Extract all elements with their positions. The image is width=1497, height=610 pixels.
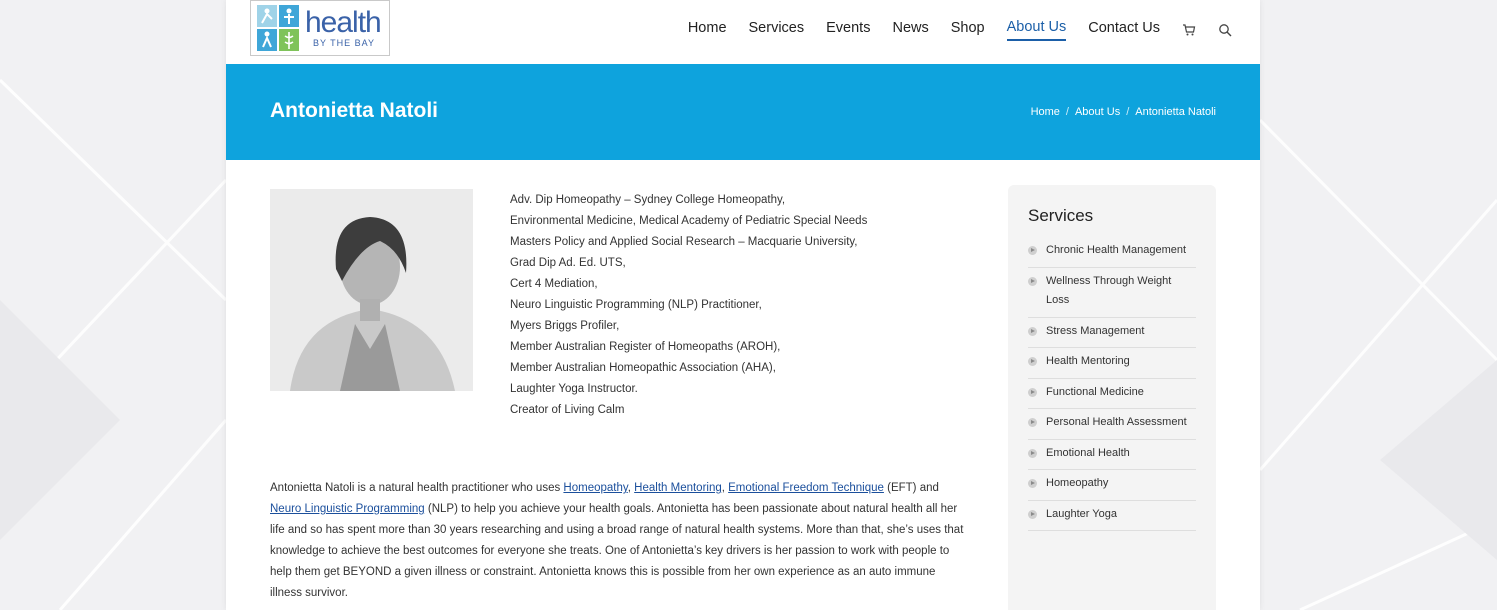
logo-wordmark: health bbox=[305, 6, 381, 39]
bio-text: , bbox=[627, 482, 635, 494]
qualification-item: Cert 4 Mediation, bbox=[510, 278, 598, 290]
chevron-right-icon bbox=[1028, 418, 1037, 427]
sidebar-item-label: Stress Management bbox=[1046, 324, 1145, 337]
sidebar-item-personal-assessment[interactable] bbox=[1028, 409, 1196, 440]
sidebar-item-chronic-health[interactable] bbox=[1028, 237, 1196, 268]
qualification-item: Grad Dip Ad. Ed. UTS, bbox=[510, 257, 626, 269]
sidebar-item-homeopathy[interactable] bbox=[1028, 470, 1196, 501]
nav-news[interactable]: News bbox=[892, 20, 929, 36]
profile-photo bbox=[270, 189, 473, 391]
link-nlp[interactable]: Neuro Linguistic Programming bbox=[270, 503, 425, 515]
breadcrumb bbox=[1031, 106, 1216, 118]
services-list bbox=[1028, 237, 1196, 531]
qualification-item: Member Australian Register of Homeopaths (AROH), bbox=[510, 341, 781, 353]
breadcrumb-about-us[interactable]: About Us bbox=[1074, 106, 1121, 118]
page-title-bar bbox=[226, 64, 1260, 160]
link-eft[interactable]: Emotional Freedom Technique bbox=[728, 482, 884, 494]
nav-shop[interactable]: Shop bbox=[950, 20, 985, 36]
search-icon[interactable] bbox=[1218, 23, 1232, 37]
nav-home[interactable]: Home bbox=[687, 20, 727, 36]
qualification-item: Member Australian Homeopathic Association (AHA), bbox=[510, 362, 776, 374]
qualification-item: Laughter Yoga Instructor. bbox=[510, 383, 638, 395]
logo-figures-icon bbox=[255, 3, 301, 53]
page-title: Antonietta Natoli bbox=[270, 99, 438, 122]
nav-services[interactable]: Services bbox=[748, 20, 805, 36]
qualification-item: Adv. Dip Homeopathy – Sydney College Homeopathy, bbox=[510, 194, 786, 206]
chevron-right-icon bbox=[1028, 449, 1037, 458]
sidebar-item-label: Laughter Yoga bbox=[1046, 507, 1117, 520]
sidebar-item-label: Personal Health Assessment bbox=[1046, 416, 1187, 428]
bio-text: (NLP) to help you achieve your health goals. Antonietta has been passionate about natural health all her life and so has spent more than 30 years researching and using a broad range of natural health systems. More than that, she’s uses that knowledge to achieve the best outcomes for everyone she treats. One of Antonietta’s key drivers is her passion to work with people to help them get BEYOND a given illness or constraint. Antonietta knows this is possible from her own experience as an auto immune illness survivor. bbox=[270, 503, 964, 599]
link-homeopathy[interactable]: Homeopathy bbox=[563, 482, 628, 494]
bio-text: , bbox=[721, 482, 729, 494]
sidebar-item-label: Health Mentoring bbox=[1046, 355, 1130, 367]
qualifications-list bbox=[510, 190, 867, 421]
chevron-right-icon bbox=[1028, 357, 1037, 366]
link-health-mentoring[interactable]: Health Mentoring bbox=[634, 482, 722, 494]
cart-icon[interactable] bbox=[1182, 23, 1196, 37]
breadcrumb-home[interactable]: Home bbox=[1030, 106, 1060, 118]
nav-events[interactable]: Events bbox=[826, 20, 871, 36]
sidebar-item-laughter-yoga[interactable] bbox=[1028, 501, 1196, 532]
qualification-item: Neuro Linguistic Programming (NLP) Practitioner, bbox=[510, 299, 762, 311]
nav-contact-us[interactable]: Contact Us bbox=[1088, 20, 1160, 36]
sidebar-item-weight-loss[interactable] bbox=[1028, 268, 1196, 318]
site-logo[interactable] bbox=[250, 0, 390, 56]
qualification-item: Myers Briggs Profiler, bbox=[510, 320, 620, 332]
chevron-right-icon bbox=[1028, 510, 1037, 519]
site-header bbox=[226, 0, 1260, 64]
sidebar-item-functional-medicine[interactable] bbox=[1028, 379, 1196, 410]
logo-tagline: BY THE BAY bbox=[313, 38, 376, 48]
sidebar-item-label: Homeopathy bbox=[1046, 477, 1109, 489]
services-sidebar bbox=[1008, 185, 1216, 610]
qualification-item: Masters Policy and Applied Social Research – Macquarie University, bbox=[510, 236, 858, 248]
main-nav bbox=[666, 19, 1232, 41]
page-container bbox=[226, 0, 1260, 610]
chevron-right-icon bbox=[1028, 479, 1037, 488]
sidebar-item-emotional-health[interactable] bbox=[1028, 440, 1196, 471]
chevron-right-icon bbox=[1028, 388, 1037, 397]
sidebar-item-health-mentoring[interactable] bbox=[1028, 348, 1196, 379]
sidebar-item-label: Wellness Through Weight Loss bbox=[1046, 274, 1172, 306]
chevron-right-icon bbox=[1028, 327, 1037, 336]
sidebar-item-label: Chronic Health Management bbox=[1046, 244, 1187, 256]
sidebar-title: Services bbox=[1028, 206, 1094, 225]
breadcrumb-current: Antonietta Natoli bbox=[1135, 106, 1216, 118]
qualification-item: Creator of Living Calm bbox=[510, 404, 625, 416]
sidebar-item-label: Functional Medicine bbox=[1046, 385, 1144, 398]
bio-text: (EFT) and bbox=[883, 482, 939, 494]
chevron-right-icon bbox=[1028, 246, 1037, 255]
breadcrumb-separator: / bbox=[1065, 106, 1069, 118]
qualification-item: Environmental Medicine, Medical Academy of Pediatric Special Needs bbox=[510, 215, 868, 227]
bio-text: Antonietta Natoli is a natural health practitioner who uses bbox=[270, 482, 564, 494]
bio-paragraph bbox=[270, 478, 970, 604]
sidebar-item-label: Emotional Health bbox=[1046, 446, 1130, 459]
breadcrumb-separator: / bbox=[1126, 106, 1130, 118]
sidebar-item-stress[interactable] bbox=[1028, 318, 1196, 349]
chevron-right-icon bbox=[1028, 277, 1037, 286]
nav-about-us[interactable]: About Us bbox=[1007, 19, 1067, 41]
